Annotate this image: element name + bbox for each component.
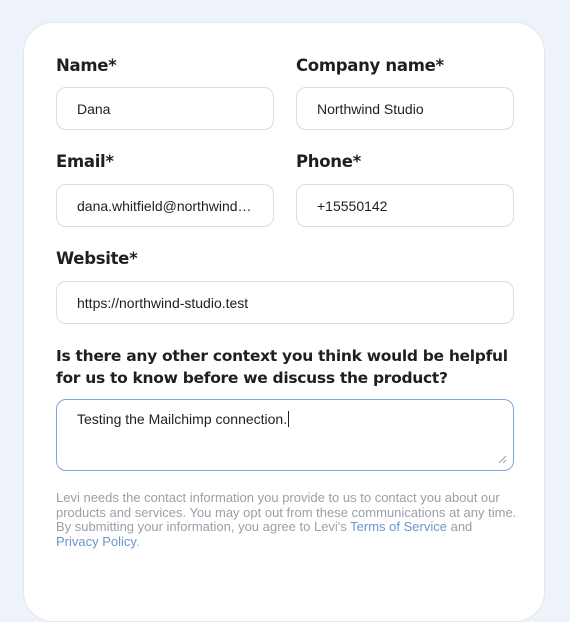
privacy-disclaimer <box>56 491 518 549</box>
company-name-label: Company name* <box>296 56 444 75</box>
context-textarea-value: Testing the Mailchimp connection. <box>77 411 288 427</box>
phone-input[interactable] <box>296 184 514 227</box>
privacy-policy-link[interactable]: Privacy Policy <box>56 533 136 549</box>
company-name-input[interactable] <box>296 87 514 130</box>
phone-label: Phone* <box>296 152 361 171</box>
context-question-label: Is there any other context you think would be helpful for us to know before we discuss the product? <box>56 347 508 387</box>
text-caret <box>288 411 289 427</box>
name-input[interactable] <box>56 87 274 130</box>
resize-grip-icon[interactable] <box>497 454 507 464</box>
name-label: Name* <box>56 56 117 75</box>
terms-of-service-link[interactable]: Terms of Service <box>350 519 447 534</box>
contact-form-card <box>23 22 545 622</box>
disclaimer-text: Levi needs the contact information you provide to us to contact you about our products and services. You may opt out from these communications at any time. By submitting your information, you agree to Levi's <box>56 490 517 534</box>
website-input[interactable] <box>56 281 514 324</box>
context-textarea[interactable] <box>56 399 514 471</box>
disclaimer-and: and <box>446 519 473 534</box>
disclaimer-period: . <box>135 533 140 549</box>
email-input[interactable] <box>56 184 274 227</box>
email-label: Email* <box>56 152 114 171</box>
website-label: Website* <box>56 249 138 268</box>
